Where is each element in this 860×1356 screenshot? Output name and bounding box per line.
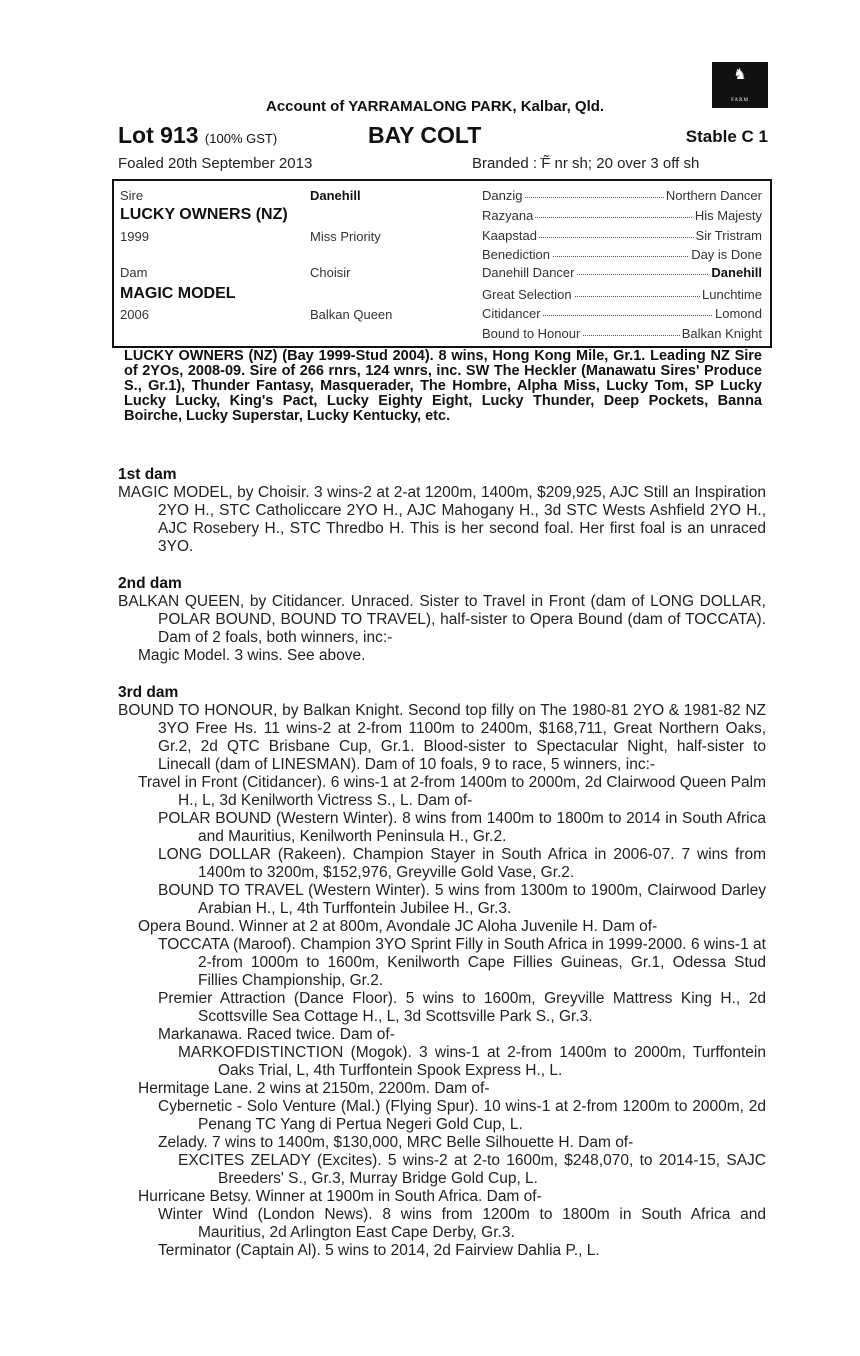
horse-description: BAY COLT bbox=[368, 122, 482, 148]
sire-sire: Danehill bbox=[310, 188, 361, 203]
sire-year: 1999 bbox=[120, 229, 149, 244]
vendor-account: Account of YARRAMALONG PARK, Kalbar, Qld. bbox=[266, 98, 605, 115]
lot-number: Lot 913 (100% GST) bbox=[118, 122, 278, 148]
first-dam-title: 1st dam bbox=[118, 466, 177, 483]
second-dam-text: BALKAN QUEEN, by Citidancer. Unraced. Sister to Travel in Front (dam of LONG DOLLAR, POLAR BOUND, BOUND TO TRAVEL), half-sister to Opera Bound (dam of TOCCATA). Dam of 2 foals, both winners, inc:- bbox=[118, 593, 766, 646]
sire-summary: LUCKY OWNERS (NZ) (Bay 1999-Stud 2004). 8 wins, Hong Kong Mile, Gr.1. Leading NZ Sire of 2YOs, 2008-09. Sire of 266 rnrs, 124 wnrs, inc. SW The Heckler (Manawatu Sires' Produce S., Gr.1), Thunder Fantasy, Masquerader, The Hombre, Alpha Miss, Lucky Tom, SP Lucky Lucky Lucky, King's Pact, Lucky Eighty Eight, Lucky Thunder, Deep Pockets, Banna Boirche, Lucky Superstar, Lucky Kentucky, etc. bbox=[124, 348, 762, 424]
third-dam-text: BOUND TO HONOUR, by Balkan Knight. Second top filly on The 1980-81 2YO & 1981-82 NZ 3YO Free Hs. 11 wins-2 at 2-from 1100m to 2400m, $168,711, Great Northern Oaks, Gr.2, 2d QTC Brisbane Cup, Gr.1. Blood-sister to Spectacular Night, half-sister to Linecall (dam of LINESMAN). Dam of 10 foals, 9 to race, 5 winners, inc:- bbox=[118, 702, 766, 773]
second-dam-section bbox=[118, 575, 766, 665]
dam-year: 2006 bbox=[120, 307, 149, 322]
progeny-entry: BOUND TO TRAVEL (Western Winter). 5 wins from 1300m to 1900m, Clairwood Darley Arabian H., L, 4th Turffontein Jubilee H., Gr.3. bbox=[158, 882, 766, 917]
dam-dam: Balkan Queen bbox=[310, 307, 393, 322]
third-dam-title: 3rd dam bbox=[118, 684, 179, 701]
progeny-entry: Hermitage Lane. 2 wins at 2150m, 2200m. Dam of- bbox=[138, 1080, 490, 1097]
progeny-entry: EXCITES ZELADY (Excites). 5 wins-2 at 2-to 1600m, $248,070, to 2014-15, SAJC Breeders' S., Gr.3, Murray Bridge Gold Cup, L. bbox=[178, 1152, 766, 1187]
first-dam-text: MAGIC MODEL, by Choisir. 3 wins-2 at 2-at 1200m, 1400m, $209,925, AJC Still an Inspiration 2YO H., STC Catholiccare 2YO H., AJC Mahogany H., 3d STC Wests Ashfield 2YO H., AJC Rosebery H., STC Thredbo H. This is her second foal. Her first foal is an unraced 3YO. bbox=[118, 484, 766, 555]
dam-name: MAGIC MODEL bbox=[120, 285, 236, 302]
second-dam-progeny: Magic Model. 3 wins. See above. bbox=[138, 647, 366, 664]
progeny-entry: MARKOFDISTINCTION (Mogok). 3 wins-1 at 2-from 1400m to 2000m, Turffontein Oaks Trial, L, 4th Turffontein Spook Express H., L. bbox=[178, 1044, 766, 1079]
sire-label: Sire bbox=[120, 188, 144, 203]
progeny-entry: Cybernetic - Solo Venture (Mal.) (Flying Spur). 10 wins-1 at 2-from 1200m to 2000m, 2d Penang TC Yang di Pertua Negeri Gold Cup, L. bbox=[158, 1098, 766, 1133]
bobs-farm-logo bbox=[712, 62, 768, 108]
dam-sire: Choisir bbox=[310, 265, 351, 280]
progeny-entry: Premier Attraction (Dance Floor). 5 wins to 1600m, Greyville Mattress King H., 2d Scottsville Sea Cottage H., L, 3d Scottsville Park S., Gr.3. bbox=[158, 990, 766, 1025]
logo-line1: BOBS bbox=[720, 83, 760, 98]
progeny-entry: Travel in Front (Citidancer). 6 wins-1 at 2-from 1400m to 2000m, 2d Clairwood Queen Palm H., L, 3d Kenilworth Victress S., L. Dam of- bbox=[138, 774, 766, 809]
brand-info: Branded : ̇F̃ nr sh; 20 over 3 off sh bbox=[472, 155, 700, 172]
progeny-entry: Markanawa. Raced twice. Dam of- bbox=[158, 1026, 395, 1043]
stable-location: Stable C 1 bbox=[685, 127, 768, 146]
second-dam-title: 2nd dam bbox=[118, 575, 182, 592]
sire-name: LUCKY OWNERS (NZ) bbox=[120, 206, 288, 223]
pedigree-table: Sire Danehill LUCKY OWNERS (NZ) 1999 Miss Priority Dam Choisir MAGIC MODEL 2006 Balkan Queen Danzig Northern Dancer Razyana His Majesty Kaapstad Sir Tristram Benediction Day is Done Danehill Dancer Danehill Great Selection Lunchtime Citidancer Lomond Bound to Honour Balkan Knight bbox=[112, 179, 772, 348]
progeny-entry: TOCCATA (Maroof). Champion 3YO Sprint Filly in South Africa in 1999-2000. 6 wins-1 at 2-from 1000m to 1600m, Kenilworth Cape Fillies Guineas, Gr.1, Odessa Stud Fillies Championship, Gr.2. bbox=[158, 936, 766, 989]
progeny-entry: Zelady. 7 wins to 1400m, $130,000, MRC Belle Silhouette H. Dam of- bbox=[158, 1134, 634, 1151]
first-dam-section bbox=[118, 466, 766, 556]
foaled-date: Foaled 20th September 2013 bbox=[118, 155, 313, 172]
progeny-entry: Terminator (Captain Al). 5 wins to 2014, 2d Fairview Dahlia P., L. bbox=[158, 1242, 600, 1259]
progeny-entry: Winter Wind (London News). 8 wins from 1200m to 1800m in South Africa and Mauritius, 2d Arlington East Cape Derby, Gr.3. bbox=[158, 1206, 766, 1241]
progeny-entry: POLAR BOUND (Western Winter). 8 wins from 1400m to 1800m to 2014 in South Africa and Mauritius, Kenilworth Peninsula H., Gr.2. bbox=[158, 810, 766, 845]
lot-header bbox=[118, 122, 768, 152]
progeny-entry: Hurricane Betsy. Winner at 1900m in South Africa. Dam of- bbox=[138, 1188, 542, 1205]
gst-note: (100% GST) bbox=[204, 131, 278, 146]
progeny-entry: Opera Bound. Winner at 2 at 800m, Avondale JC Aloha Juvenile H. Dam of- bbox=[138, 918, 658, 935]
progeny-entry: LONG DOLLAR (Rakeen). Champion Stayer in South Africa in 2006-07. 7 wins from 1400m to 3200m, $152,976, Greyville Gold Vase, Gr.2. bbox=[158, 846, 766, 881]
dam-label: Dam bbox=[120, 265, 148, 280]
third-dam-section bbox=[118, 684, 766, 1260]
sire-dam: Miss Priority bbox=[310, 229, 381, 244]
horse-icon: ♞ bbox=[733, 67, 747, 83]
logo-line2: FARM bbox=[731, 98, 749, 103]
